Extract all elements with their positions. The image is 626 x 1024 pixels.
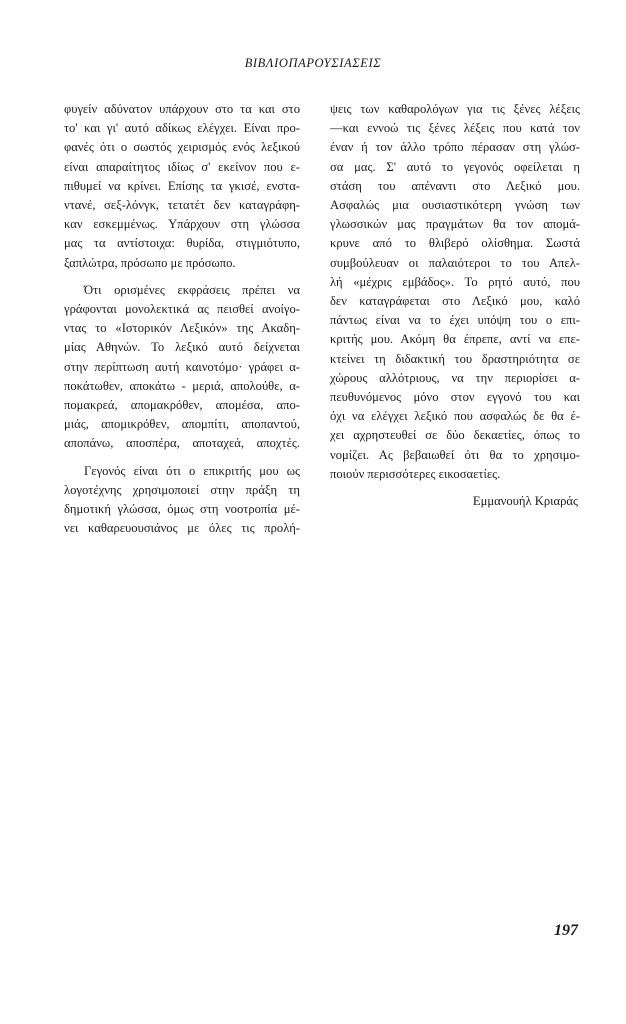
paragraph bbox=[64, 100, 300, 273]
text-line: σα μας. Σ' αυτό το γεγονός οφείλεται η bbox=[330, 159, 580, 174]
text-line: ντανέ, σεξ-λόνγκ, τετατέτ δεν καταγράφη- bbox=[64, 198, 300, 213]
text-line: είναι απαραίτητος ιδίως σ' εκείνον που ε- bbox=[64, 159, 300, 174]
text-line: κριτής μου. Ακόμη θα έπρεπε, αντί να επε- bbox=[330, 332, 580, 347]
text-line: Ότι ορισμένες εκφράσεις πρέπει να bbox=[84, 282, 300, 297]
text-line: ποκάτωθεν, αποκάτω - μεριά, απολούθε, α- bbox=[64, 378, 300, 393]
paragraph bbox=[64, 281, 300, 454]
text-line: καν εσκεμμένως. Υπάρχουν στη γλώσσα bbox=[64, 217, 300, 232]
page-number: 197 bbox=[554, 922, 578, 939]
text-line: —και εννοώ τις ξένες λέξεις που κατά τον bbox=[330, 121, 580, 136]
running-header: ΒΙΒΛΙΟΠΑΡΟΥΣΙΑΣΕΙΣ bbox=[244, 56, 382, 70]
text-line: δεν καταγράφεται στο Λεξικό μου, καλό bbox=[330, 294, 580, 309]
text-line: ψεις των καθαρολόγων για τις ξένες λέξεις bbox=[330, 102, 580, 116]
text-line: συμβούλευαν οι παλαιότεροι το του Απελ- bbox=[330, 255, 580, 270]
text-line: το' και γι' αυτό αδίκως ελέγχει. Είναι προ- bbox=[64, 121, 300, 136]
text-line: στάση του απέναντι στο Λεξικό μου. bbox=[330, 178, 580, 193]
text-line: στην περίπτωση αυτή καινοτόμο· γράφει α- bbox=[64, 359, 300, 374]
text-line: Ασφαλώς μια ουσιαστικότερη γνώση των bbox=[330, 198, 580, 213]
text-line: γράφονται μονολεκτικά ας πεισθεί ανοίγο- bbox=[64, 302, 300, 317]
text-line: λή «μέχρις εμβάδος». Το ρητό αυτό, που bbox=[330, 274, 580, 289]
text-line: πάντως είναι να το έχει υπόψη του ο επι- bbox=[330, 313, 580, 328]
text-line: όχι να ελέγχει λεξικό που ασφαλώς δε θα έ- bbox=[330, 409, 580, 424]
text-line: ντας το «Ιστορικόν Λεξικόν» της Ακαδη- bbox=[64, 321, 300, 336]
text-line: αποπάνω, αποσπέρα, αποταχεά, αποχτές. bbox=[64, 436, 300, 451]
text-line: γλωσσικών μας πραγμάτων θα τον απομά- bbox=[330, 217, 580, 232]
text-line: πευθυνόμενος μόνο στον εγγονό του και bbox=[330, 390, 580, 405]
text-line: χώρους αλλότριους, να την περιορίσει α- bbox=[330, 370, 580, 385]
right-column bbox=[330, 100, 580, 484]
text-line: ποιούν περισσότερες εικοσαετίες. bbox=[330, 466, 501, 481]
paragraph bbox=[64, 462, 300, 539]
text-line: μας τα αντίστοιχα: θυρίδα, στιγμιότυπο, bbox=[64, 236, 300, 251]
text-line: μίας Αθηνών. Το λεξικό αυτό δείχνεται bbox=[64, 340, 300, 355]
text-line: μιάς, απομικρόθεν, απομπίτι, αποπαντού, bbox=[64, 417, 300, 432]
text-line: ξαπλώτρα, πρόσωπο με πρόσωπο. bbox=[64, 255, 236, 270]
text-line: νει καθαρευουσιάνος με όλες τις προλή- bbox=[64, 521, 300, 536]
paragraph bbox=[330, 100, 580, 484]
text-line: δημοτική γλώσσα, όμως στη νοοτροπία μέ- bbox=[64, 502, 300, 517]
text-line: κρυνε από το θλιβερό ολίσθημα. Σωστά bbox=[330, 236, 580, 251]
text-line: φανές ότι ο σωστός χειρισμός ενός λεξικού bbox=[64, 140, 300, 155]
left-column bbox=[64, 100, 300, 538]
text-line: νομίζει. Ας βεβαιωθεί ότι θα το χρησιμο- bbox=[330, 447, 580, 462]
text-line: πιθυμεί να κρίνει. Επίσης τα γκισέ, ενστα- bbox=[64, 178, 300, 193]
author-signature: Εμμανουήλ Κριαράς bbox=[472, 494, 578, 508]
text-line: φυγείν αδύνατον υπάρχουν στο τα και στο bbox=[64, 102, 300, 116]
text-line: έναν ή τον άλλο τρόπο πέρασαν στη γλώσ- bbox=[330, 140, 580, 155]
text-line: κτείνει τη διδακτική του δραστηριότητα σε bbox=[330, 351, 580, 366]
text-line: πομακρεά, απομακρόθεν, απομέσα, απο- bbox=[64, 398, 300, 413]
text-line: Γεγονός είναι ότι ο επικριτής μου ως bbox=[84, 463, 300, 478]
text-line: λογοτέχνης χρησιμοποιεί στην πράξη τη bbox=[64, 482, 300, 497]
text-line: χει αχρηστευθεί σε δύο δεκαετίες, όπως το bbox=[330, 428, 580, 443]
